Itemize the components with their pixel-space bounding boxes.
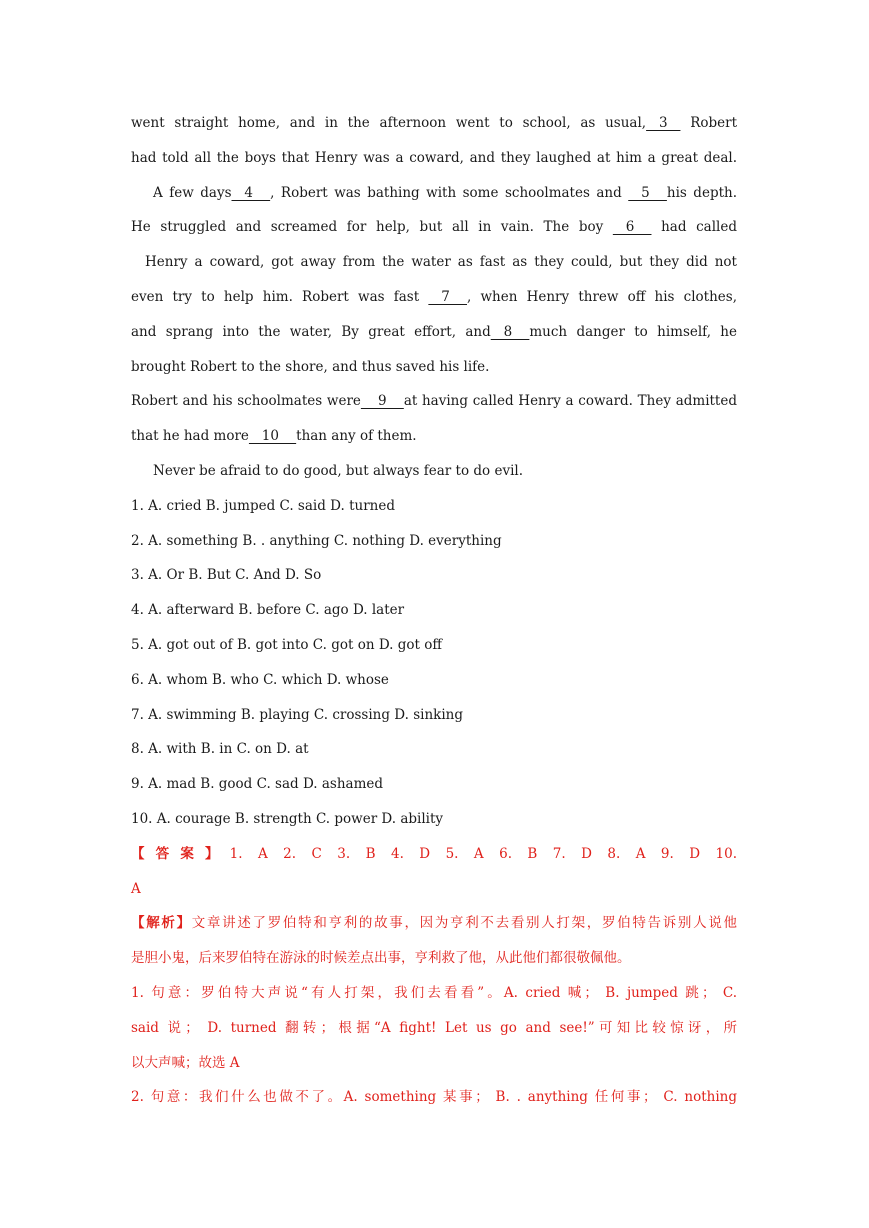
option-line-10: 10. A. courage B. strength C. power D. ability bbox=[131, 810, 444, 827]
analysis-q1-line-1: 1. 句意：罗伯特大声说“有人打架，我们去看看”。A. cried 喊； B. jumped 跳； C. bbox=[131, 984, 737, 1001]
blank-8: 8 bbox=[490, 323, 530, 340]
answer-line bbox=[131, 837, 737, 872]
option-line-2: 2. A. something B. . anything C. nothing D. everything bbox=[131, 532, 502, 549]
analysis-q1-line-2: said 说； D. turned 翻转；根据“A fight! Let us go and see!”可知比较惊讶，所 bbox=[131, 1019, 737, 1036]
answer-line-2: A bbox=[131, 880, 141, 897]
passage-text: his depth. bbox=[666, 184, 737, 201]
passage-text: He struggled and screamed for help, but all in vain. The boy bbox=[131, 219, 613, 236]
passage-text: and sprang into the water, By great effort, and bbox=[131, 323, 491, 340]
passage-text: much danger to himself, he bbox=[529, 323, 737, 340]
passage-text: that he had more bbox=[131, 428, 249, 445]
passage-text: at having called Henry a coward. They admitted bbox=[403, 393, 737, 410]
option-line-9: 9. A. mad B. good C. sad D. ashamed bbox=[131, 776, 384, 793]
blank-6: 6 bbox=[612, 219, 652, 236]
blank-3: 3 bbox=[646, 115, 681, 131]
option-line-1: 1. A. cried B. jumped C. said D. turned bbox=[131, 497, 395, 514]
option-line-7: 7. A. swimming B. playing C. crossing D. sinking bbox=[131, 706, 464, 723]
passage-line-4 bbox=[131, 210, 737, 245]
passage-text: Robert and his schoolmates were bbox=[131, 393, 361, 410]
analysis-text: 文章讲述了罗伯特和亨利的故事，因为亨利不去看别人打架，罗伯特告诉别人说他 bbox=[191, 915, 738, 932]
analysis-q1-line-3: 以大声喊；故选 A bbox=[131, 1054, 240, 1071]
document-body bbox=[131, 106, 737, 1115]
passage-text: than any of them. bbox=[296, 428, 417, 445]
passage-line-5: Henry a coward, got away from the water as fast as they could, but they did not bbox=[145, 254, 737, 271]
passage-text: went straight home, and in the afternoon went to school, as usual, bbox=[131, 115, 647, 131]
passage-text: Robert bbox=[680, 115, 737, 131]
passage-line-8: brought Robert to the shore, and thus saved his life. bbox=[131, 358, 490, 375]
passage-text: even try to help him. Robert was fast bbox=[131, 288, 429, 305]
answer-text: 1. A 2. C 3. B 4. D 5. A 6. B 7. D 8. A 9. D 10. bbox=[229, 845, 738, 862]
passage-text: A few days bbox=[153, 184, 232, 201]
passage-line-3 bbox=[131, 176, 737, 211]
passage-text: had called bbox=[651, 219, 737, 236]
analysis-line-1 bbox=[131, 906, 737, 941]
passage-line-10 bbox=[131, 419, 737, 454]
blank-10: 10 bbox=[248, 428, 297, 445]
option-line-3: 3. A. Or B. But C. And D. So bbox=[131, 567, 322, 584]
analysis-line-2: 是胆小鬼，后来罗伯特在游泳的时候差点出事，亨利救了他，从此他们都很敬佩他。 bbox=[131, 950, 631, 967]
option-line-4: 4. A. afterward B. before C. ago D. later bbox=[131, 602, 405, 619]
passage-line-6 bbox=[131, 280, 737, 315]
analysis-q2-line-1: 2. 句意：我们什么也做不了。A. something 某事； B. . anything 任何事； C. nothing bbox=[131, 1089, 737, 1106]
passage-text: , when Henry threw off his clothes, bbox=[467, 288, 738, 305]
answer-label: 【答案】 bbox=[131, 845, 230, 862]
passage-text: , Robert was bathing with some schoolmates and bbox=[270, 184, 629, 201]
option-line-8: 8. A. with B. in C. on D. at bbox=[131, 741, 309, 758]
blank-9: 9 bbox=[360, 393, 404, 410]
passage-line-7 bbox=[131, 315, 737, 350]
analysis-label: 【解析】 bbox=[131, 915, 192, 932]
blank-5: 5 bbox=[628, 184, 667, 201]
passage-line-1 bbox=[131, 106, 737, 141]
passage-moral: Never be afraid to do good, but always fear to do evil. bbox=[153, 462, 524, 479]
option-line-6: 6. A. whom B. who C. which D. whose bbox=[131, 671, 389, 688]
option-line-5: 5. A. got out of B. got into C. got on D. got off bbox=[131, 636, 442, 653]
passage-line-9 bbox=[131, 384, 737, 419]
blank-7: 7 bbox=[428, 288, 467, 305]
passage-line-2: had told all the boys that Henry was a coward, and they laughed at him a great deal. bbox=[131, 149, 737, 166]
blank-4: 4 bbox=[231, 184, 271, 201]
